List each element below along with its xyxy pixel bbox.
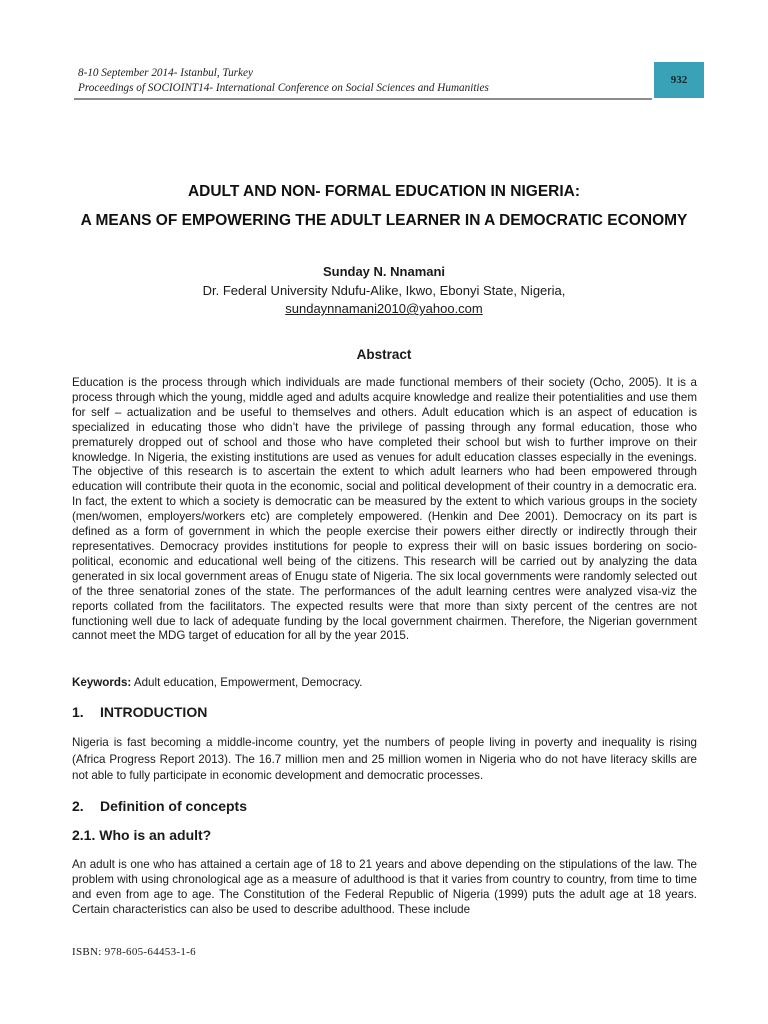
keywords-label: Keywords:: [72, 676, 132, 689]
paper-title-line-1: ADULT AND NON- FORMAL EDUCATION IN NIGERIA:: [187, 183, 581, 200]
adult-definition-text: An adult is one who has attained a certain age of 18 to 21 years and above depending on the stipulations of the law. The problem with using chronological age as a measure of adulthood is that it varies from country to country, from time to time and even from age to age. The Constitution of the Federal Republic of Nigeria (1999) puts the adult age at 18 years. Certain characteristics can also be used to describe adulthood. These include: [72, 858, 697, 916]
paper-title-line-2: A MEANS OF EMPOWERING THE ADULT LEARNER IN A DEMOCRATIC ECONOMY: [80, 212, 688, 229]
keywords-text: Adult education, Empowerment, Democracy.: [131, 676, 363, 689]
section-title: INTRODUCTION: [100, 704, 208, 720]
proceedings-title: Proceedings of SOCIOINT14- International Conference on Social Sciences and Humanities: [78, 82, 489, 94]
section-number: 2.: [72, 798, 84, 814]
keywords-line: [72, 676, 697, 691]
author-affiliation: Dr. Federal University Ndufu-Alike, Ikwo, Ebonyi State, Nigeria,: [202, 283, 566, 298]
isbn-footer: ISBN: 978-605-64453-1-6: [72, 946, 196, 958]
section-heading-introduction: [72, 704, 207, 720]
abstract-heading: Abstract: [356, 347, 412, 362]
abstract-text: Education is the process through which individuals are made functional members of their society (Ocho, 2005). It is a process through which the young, middle aged and adults acquire knowledge and realize their potentialities and use them for self – actualization and be useful to themselves and others. Adult education which is an aspect of education is specialized in educating those who didn’t have the privilege of passing through any formal education, those who prematurely dropped out of school and those who have completed their school but wish to further improve on their knowledge. In Nigeria, the existing institutions are used as venues for adult education classes especially in the evenings. The objective of this research is to ascertain the extent to which adult learners who had been empowered through education will contribute their quota in the economic, social and political development of their country in a democratic era. In fact, the extent to which a society is democratic can be measured by the extent to which various groups in the society (men/women, employers/workers etc) are completely empowered. (Henkin and Dee 2001). Democracy on its part is defined as a form of government in which the people exercise their powers either directly or indirectly through their representatives. Democracy provides institutions for people to express their will on basic issues bordering on socio-political, economic and educational well being of the citizens. This research will be carried out by analyzing the data generated in six local government areas of Enugu state of Nigeria. The six local governments were randomly selected out of the three senatorial zones of the state. The performances of the adult learning centres were analyzed visa-viz the reports collated from the facilitators. The expected results were that more than sixty percent of the centres are not functioning well due to lack of adequate funding by the local government chairmen. Therefore, the Nigerian government cannot meet the MDG target of education for all by the year 2015.: [72, 376, 697, 643]
page-number-badge: 932: [654, 62, 704, 98]
section-title: Definition of concepts: [100, 798, 247, 814]
author-email-link[interactable]: sundaynnamani2010@yahoo.com: [285, 301, 483, 316]
running-header: [78, 66, 618, 96]
section-heading-definitions: [72, 798, 247, 814]
header-divider: [74, 98, 652, 100]
subsection-heading-adult: 2.1. Who is an adult?: [72, 827, 212, 843]
introduction-text: Nigeria is fast becoming a middle-income country, yet the numbers of people living in poverty and inequality is rising (Africa Progress Report 2013). The 16.7 million men and 25 million women in Nigeria who do not have literacy skills are not able to fully participate in economic development and democratic processes.: [72, 736, 697, 782]
author-email-line: [60, 301, 708, 317]
section-number: 1.: [72, 704, 84, 720]
author-name: Sunday N. Nnamani: [322, 264, 446, 279]
conference-date-location: 8-10 September 2014- Istanbul, Turkey: [78, 67, 253, 79]
